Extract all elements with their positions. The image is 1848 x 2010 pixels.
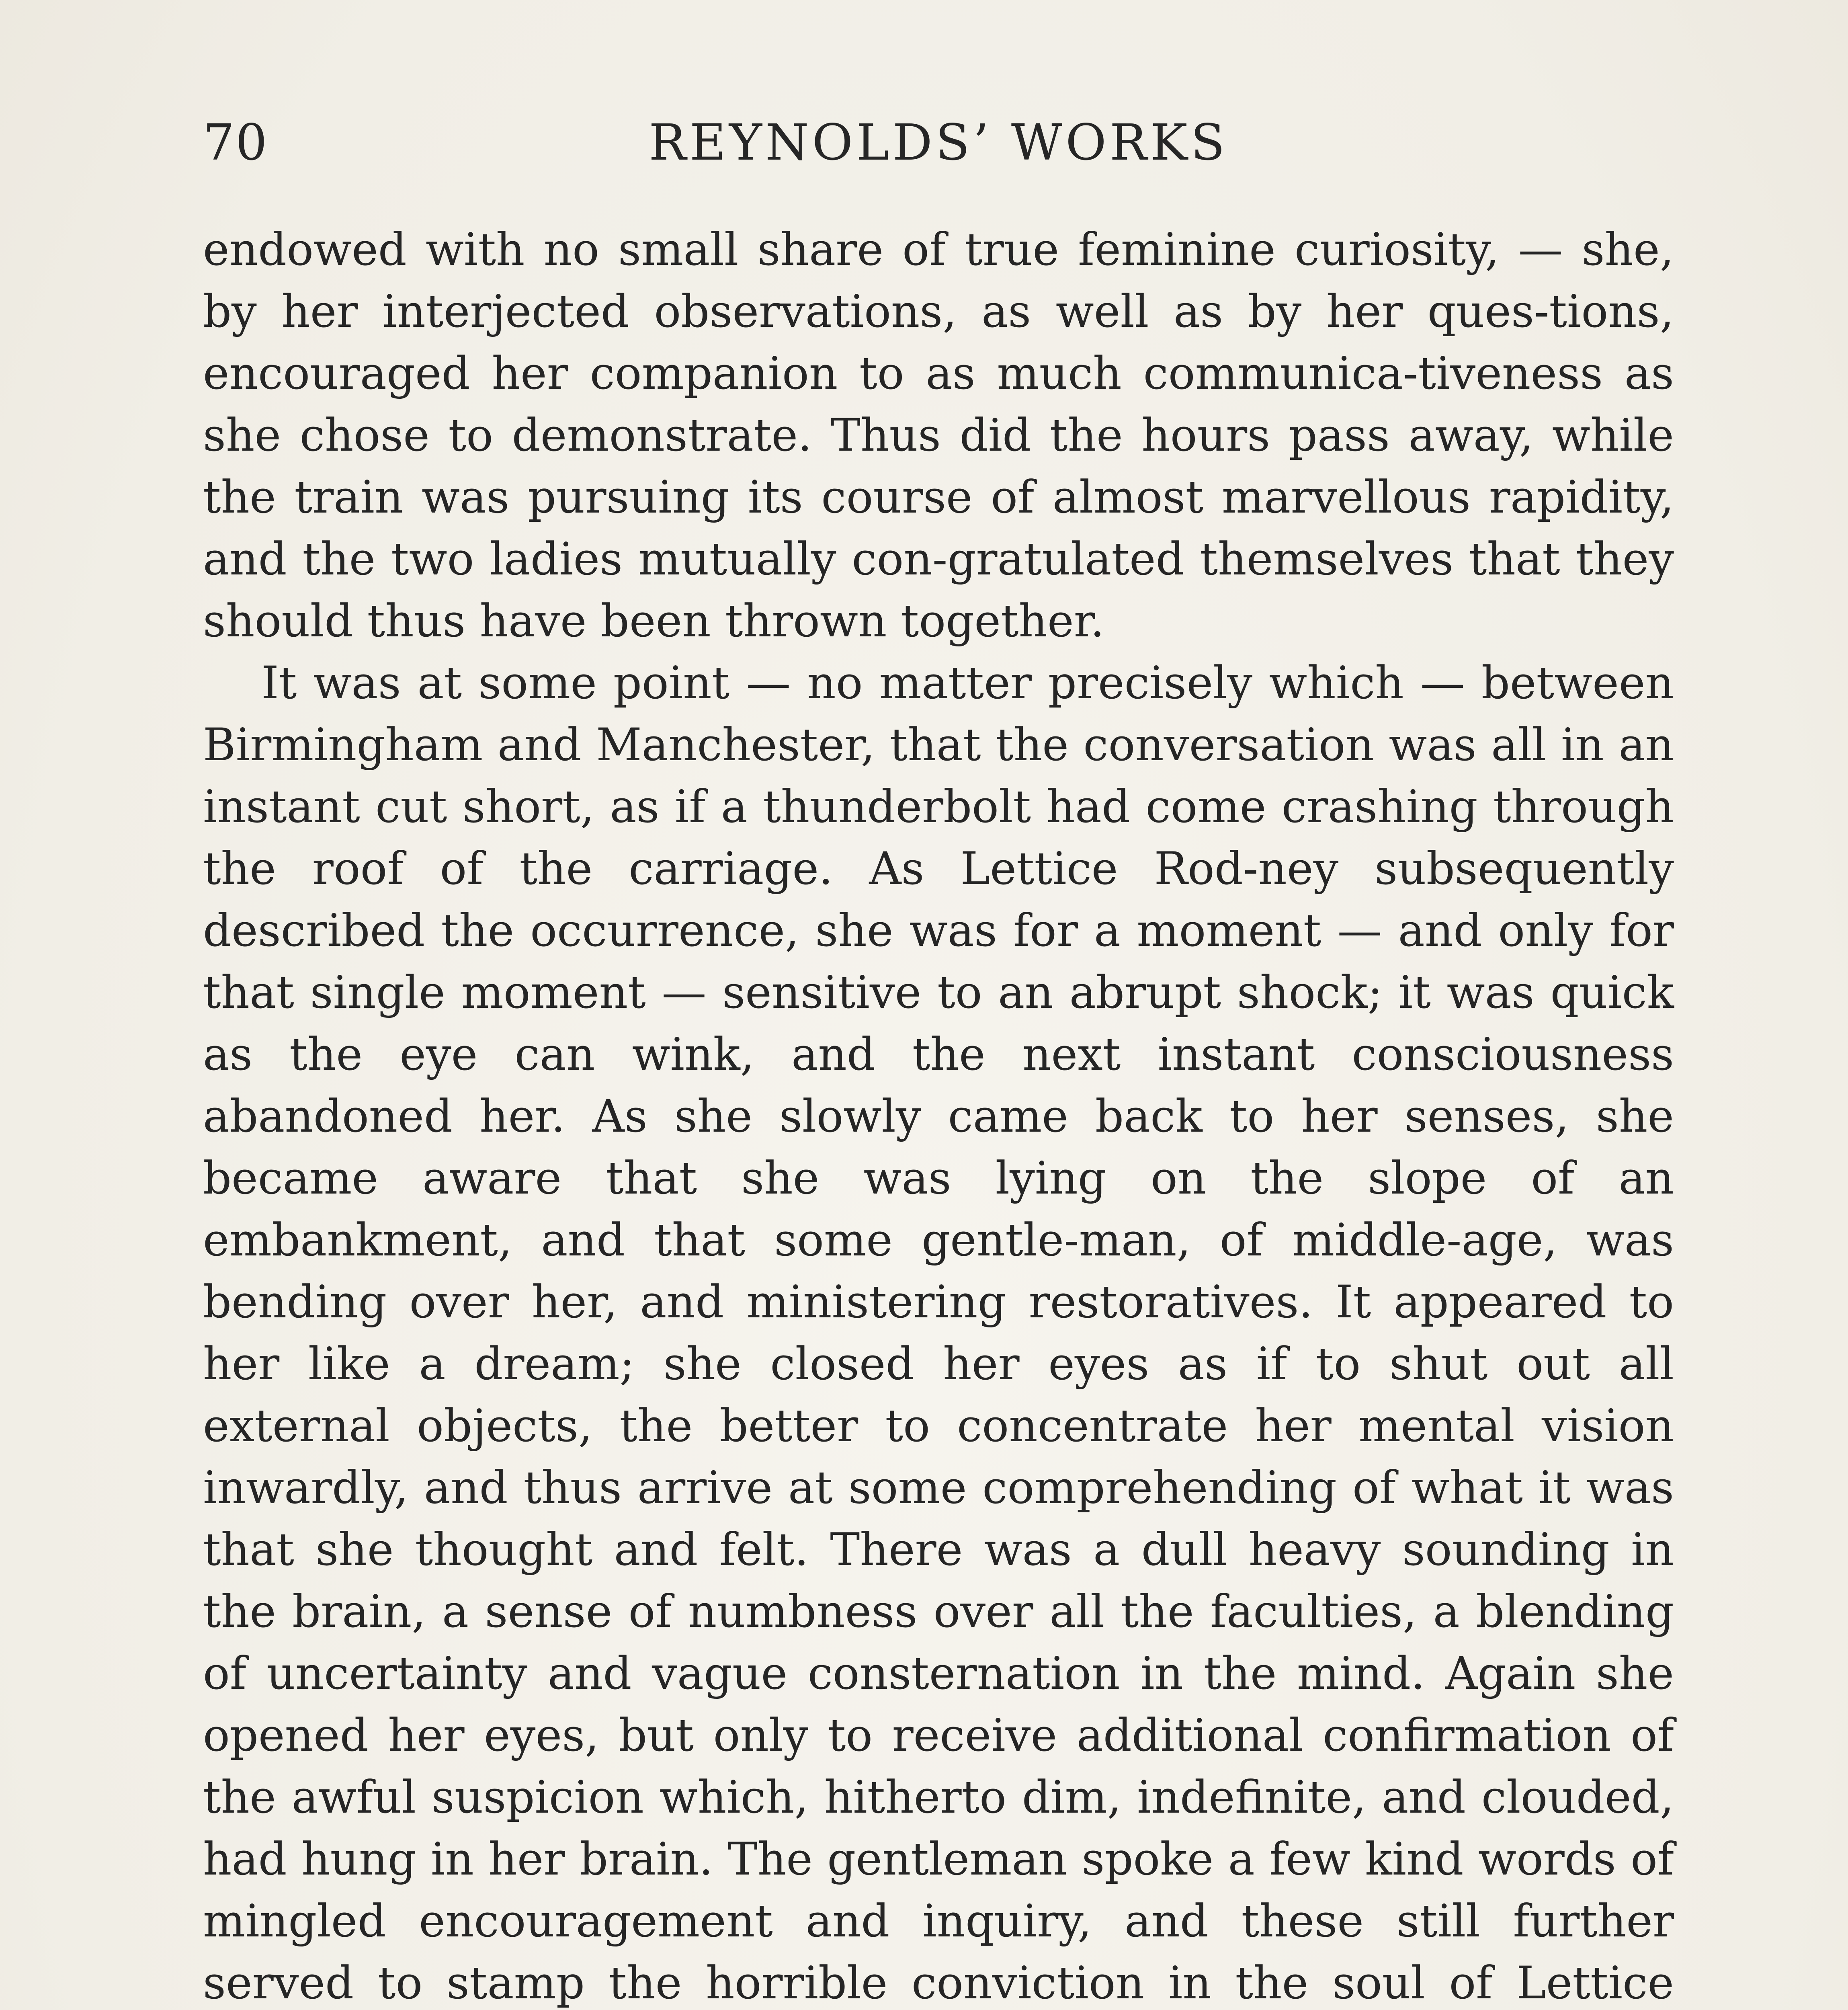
paragraph-train-accident: It was at some point — no matter precisely which — between Birmingham and Manchester, that the conversation was all in an instant cut short, as if a thunderbolt had come crashing through the roof of the carriage. As Lettice Rod-ney subsequently described the occurrence, she was for a moment — and only for that single moment — sensitive to an abrupt shock; it was quick as the eye can wink, and the next instant consciousness abandoned her. As she slowly came back to her senses, she became aware that she was lying on the slope of an embankment, and that some gentle-man, of middle-age, was bending over her, and ministering restoratives. It appeared to her like a dream; she closed her eyes as if to shut out all external objects, the better to concentrate her mental vision inwardly, and thus arrive at some comprehending of what it was that she thought and felt. There was a dull heavy sounding in the brain, a sense of numbness over all the faculties, a blending of uncertainty and vague consternation in the mind. Again she opened her eyes, but only to receive additional confirmation of the awful suspicion which, hitherto dim, indefinite, and clouded, had hung in her brain. The gentleman spoke a few kind words of mingled encouragement and inquiry, and these still further served to stamp the horrible conviction in the soul of Lettice: [203, 657, 1674, 2009]
running-head: REYNOLDS’ WORKS: [649, 114, 1228, 172]
page-header: [203, 109, 1674, 177]
paragraph-continued: endowed with no small share of true feminine curiosity, — she, by her interjected observations, as well as by her ques-tions, encouraged her companion to as much communica-tiveness as she chose to demonstrate. Thus did the hours pass away, while the train was pursuing its course of almost marvellous rapidity, and the two ladies mutually con-gratulated themselves that they should thus have been thrown together.: [203, 224, 1674, 647]
body-text: [203, 219, 1674, 2010]
page-number: 70: [203, 114, 268, 172]
